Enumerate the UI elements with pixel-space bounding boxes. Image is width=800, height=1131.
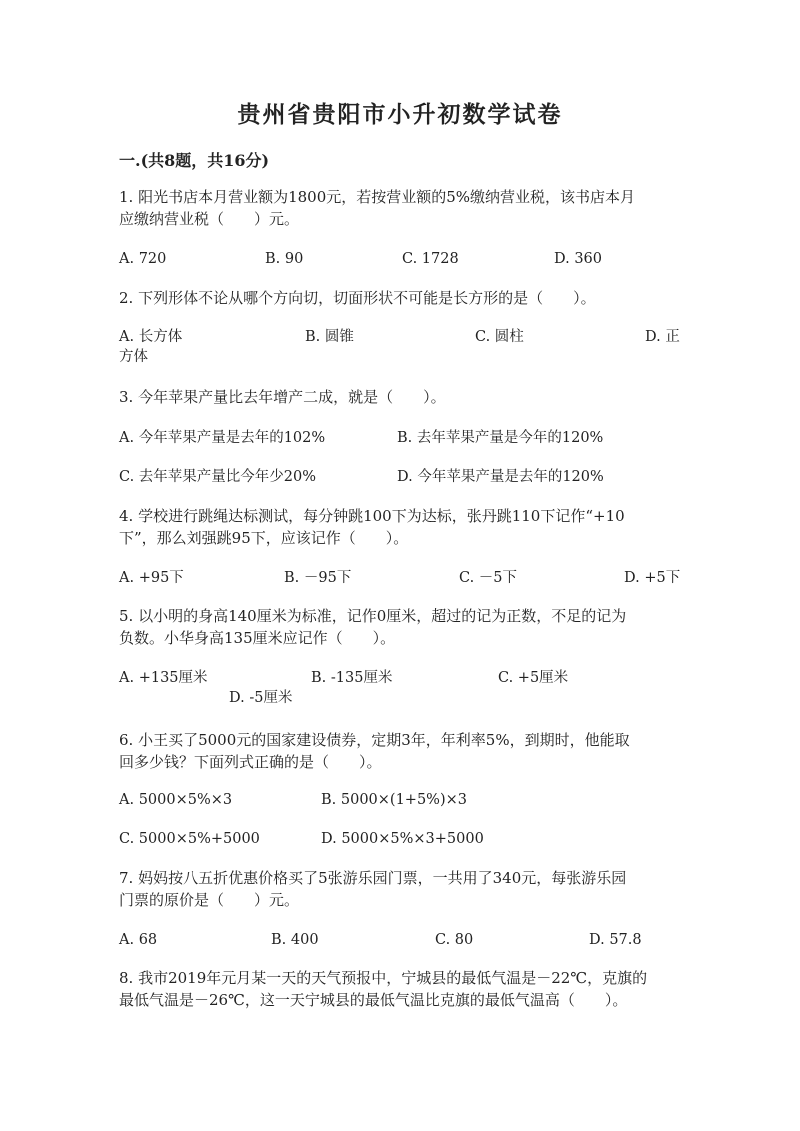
option-d: D. 5000×5%×3+5000 — [321, 831, 484, 847]
option-d-wrap: 方体 — [119, 349, 148, 365]
option-d: D. 今年苹果产量是去年的120% — [397, 469, 604, 485]
question-text-line: 负数。小华身高135厘米应记作（ ）。 — [119, 629, 396, 647]
option-c: C. －5下 — [459, 570, 518, 586]
question-4 — [119, 505, 684, 549]
question-text-line: 4. 学校进行跳绳达标测试，每分钟跳100下为达标，张丹跳110下记作“+10 — [119, 507, 625, 525]
option-b: B. －95下 — [284, 570, 352, 586]
question-text-line: 2. 下列形体不论从哪个方向切，切面形状不可能是长方形的是（ ）。 — [119, 289, 596, 307]
option-b: B. -135厘米 — [311, 670, 393, 686]
page-title: 贵州省贵阳市小升初数学试卷 — [237, 101, 563, 128]
question-text-line: 应缴纳营业税（ ）元。 — [119, 210, 300, 228]
option-a: A. 5000×5%×3 — [119, 792, 233, 808]
section-heading: 一.(共8题，共16分) — [119, 151, 270, 170]
question-text-line: 下”，那么刘强跳95下，应该记作（ ）。 — [119, 529, 409, 547]
question-6 — [119, 729, 684, 773]
option-d: D. +5下 — [624, 570, 681, 586]
question-text-line: 6. 小王买了5000元的国家建设债券，定期3年，年利率5%，到期时，他能取 — [119, 731, 630, 749]
question-text-line: 回多少钱？下面列式正确的是（ ）。 — [119, 753, 382, 771]
option-b: B. 去年苹果产量是今年的120% — [397, 430, 604, 446]
question-text-line: 1. 阳光书店本月营业额为1800元，若按营业额的5%缴纳营业税，该书店本月 — [119, 188, 636, 206]
option-a: A. 今年苹果产量是去年的102% — [119, 430, 326, 446]
option-d: D. -5厘米 — [229, 690, 293, 706]
question-text-line: 最低气温是－26℃，这一天宁城县的最低气温比克旗的最低气温高（ ）。 — [119, 991, 628, 1009]
question-text-line: 3. 今年苹果产量比去年增产二成，就是（ ）。 — [119, 388, 446, 406]
option-a: A. +95下 — [119, 570, 184, 586]
option-d: D. 57.8 — [589, 932, 642, 948]
option-b: B. 400 — [271, 932, 319, 948]
option-d: D. 正 — [645, 329, 680, 345]
question-text-line: 7. 妈妈按八五折优惠价格买了5张游乐园门票，一共用了340元，每张游乐园 — [119, 869, 627, 887]
option-a: A. 长方体 — [119, 329, 183, 345]
question-1 — [119, 186, 684, 230]
question-5 — [119, 605, 684, 649]
option-c: C. 5000×5%+5000 — [119, 831, 260, 847]
question-text-line: 门票的原价是（ ）元。 — [119, 891, 300, 909]
question-text-line: 8. 我市2019年元月某一天的天气预报中，宁城县的最低气温是－22℃，克旗的 — [119, 969, 648, 987]
option-c: C. 80 — [435, 932, 474, 948]
question-7 — [119, 867, 684, 911]
option-b: B. 90 — [265, 251, 304, 267]
option-c: C. 圆柱 — [475, 329, 524, 345]
question-2 — [119, 287, 684, 309]
question-text-line: 5. 以小明的身高140厘米为标准，记作0厘米，超过的记为正数，不足的记为 — [119, 607, 627, 625]
option-c: C. 去年苹果产量比今年少20% — [119, 469, 317, 485]
option-c: C. +5厘米 — [498, 670, 569, 686]
question-3 — [119, 386, 684, 408]
option-a: A. 68 — [119, 932, 158, 948]
option-c: C. 1728 — [402, 251, 459, 267]
option-a: A. +135厘米 — [119, 670, 208, 686]
option-b: B. 5000×(1+5%)×3 — [321, 792, 467, 808]
option-b: B. 圆锥 — [305, 329, 354, 345]
option-d: D. 360 — [554, 251, 603, 267]
question-8 — [119, 967, 684, 1011]
option-a: A. 720 — [119, 251, 167, 267]
